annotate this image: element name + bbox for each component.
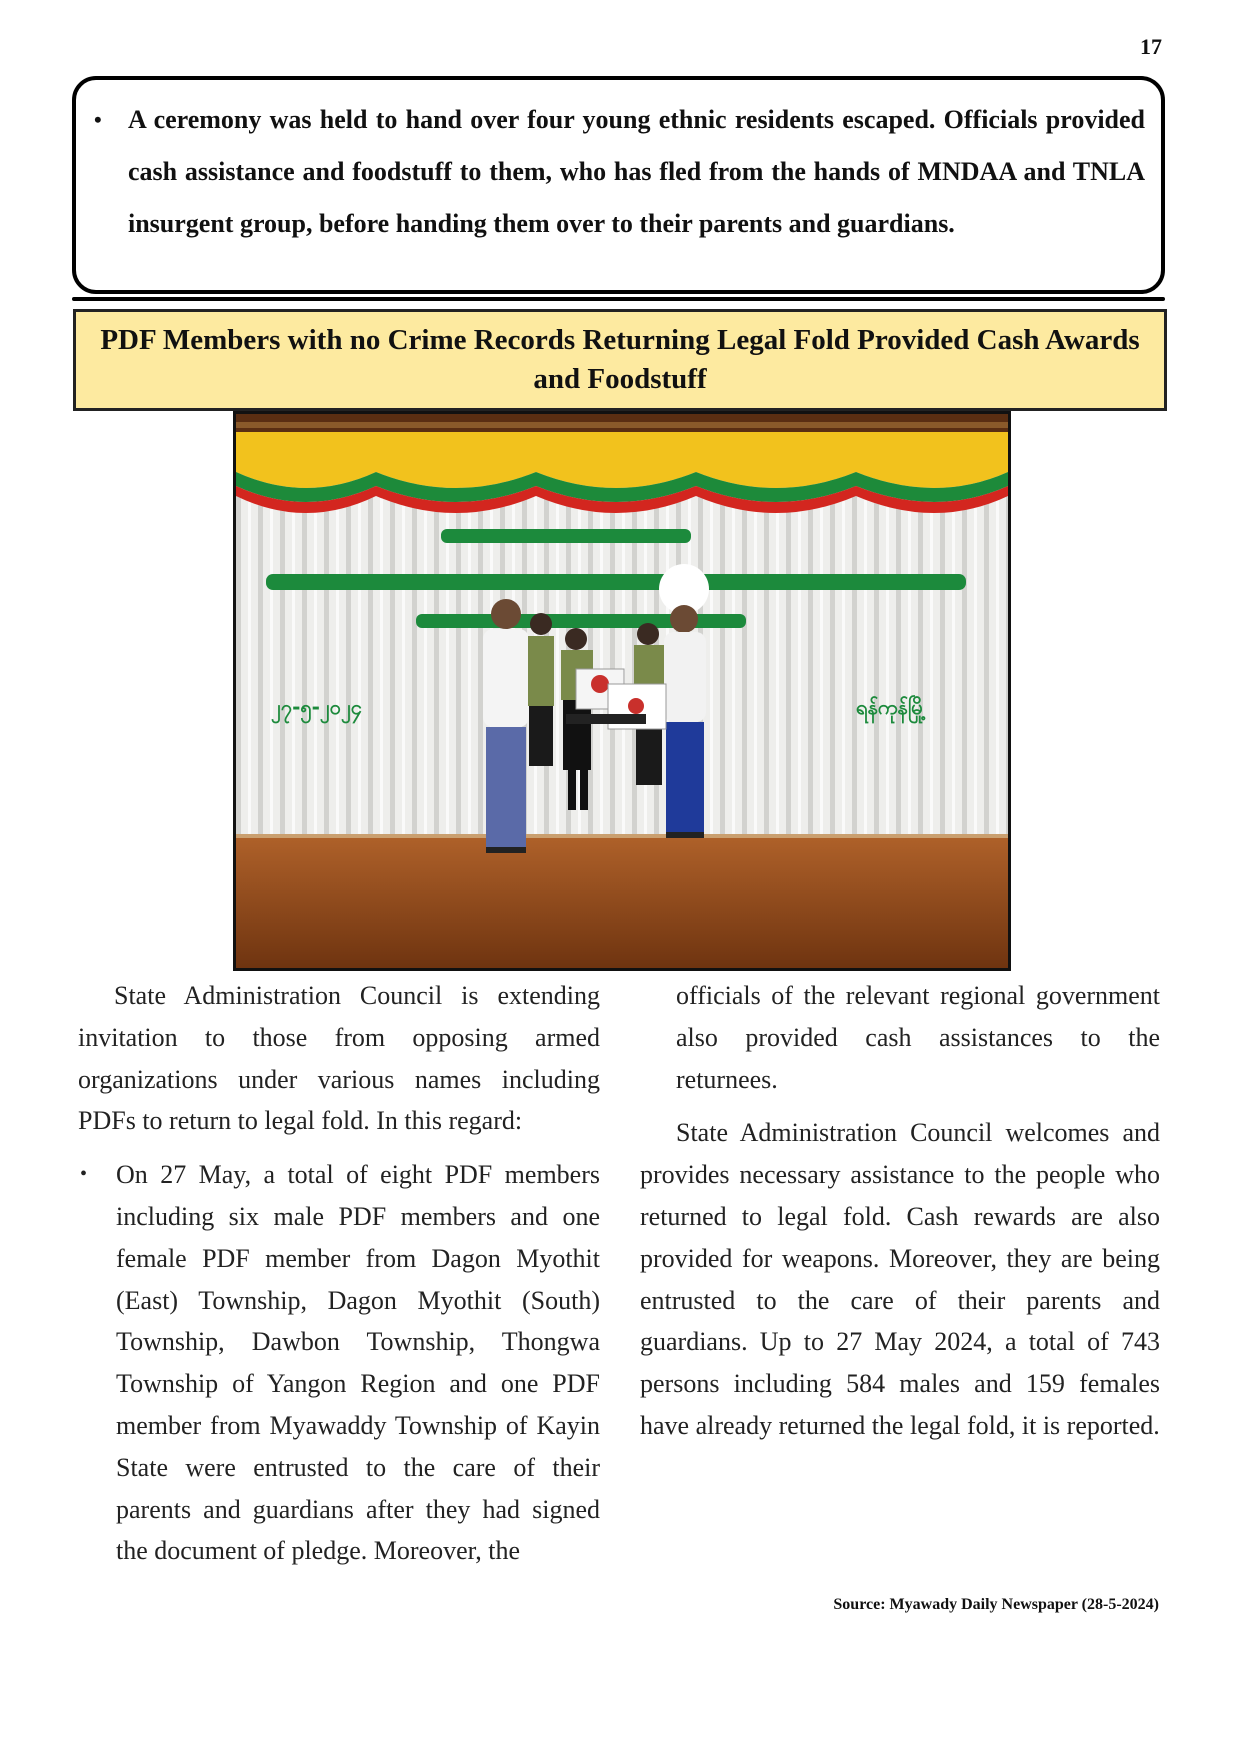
banner-date: ၂၇-၅-၂၀၂၄ — [271, 695, 363, 719]
page-number: 17 — [1140, 34, 1162, 59]
source-credit: Source: Myawady Daily Newspaper (28-5-2024) — [833, 1596, 1159, 1613]
article-bullet-text: On 27 May, a total of eight PDF members including six male PDF members and one female PDF member from Dagon Myothit (East) Township, Dagon Myothit (South) Township, Dawbon Township, Thongwa Township of Yangon Region and one PDF member from Myawaddy Township of Kayin State were entrusted to the care of their parents and guardians after they had signed the document of pledge. Moreover, the — [116, 1160, 600, 1566]
callout-box — [72, 76, 1165, 294]
news-photo — [233, 411, 1011, 971]
article-intro: State Administration Council is extending invitation to those from opposing armed organizations under various names including PDFs to return to legal fold. In this regard: — [78, 981, 600, 1136]
article-continuation: officials of the relevant regional government also provided cash assistances to the returnees. — [676, 981, 1160, 1094]
article-left-column — [78, 975, 600, 1572]
callout-text — [94, 94, 1145, 250]
ceremony-photo-illustration — [236, 414, 1008, 968]
bullet-icon: • — [94, 107, 102, 132]
banner-place: ရန်ကုန်မြို့ — [856, 695, 926, 719]
bullet-icon: • — [80, 1163, 88, 1186]
headline: PDF Members with no Crime Records Returning Legal Fold Provided Cash Awards and Foodstuff — [73, 309, 1167, 411]
article-bullet — [78, 1154, 600, 1572]
article-right-column — [640, 975, 1160, 1447]
article-paragraph: State Administration Council welcomes and provides necessary assistance to the people who returned to legal fold. Cash rewards are also provided for weapons. Moreover, they are being entrusted to the care of their parents and guardians. Up to 27 May 2024, a total of 743 persons including 584 males and 159 females have already returned the legal fold, it is reported. — [640, 1118, 1160, 1440]
callout-body: A ceremony was held to hand over four young ethnic residents escaped. Officials provided cash assistance and foodstuff to them, who has fled from the hands of MNDAA and TNLA insurgent group, before handing them over to their parents and guardians. — [128, 105, 1145, 238]
